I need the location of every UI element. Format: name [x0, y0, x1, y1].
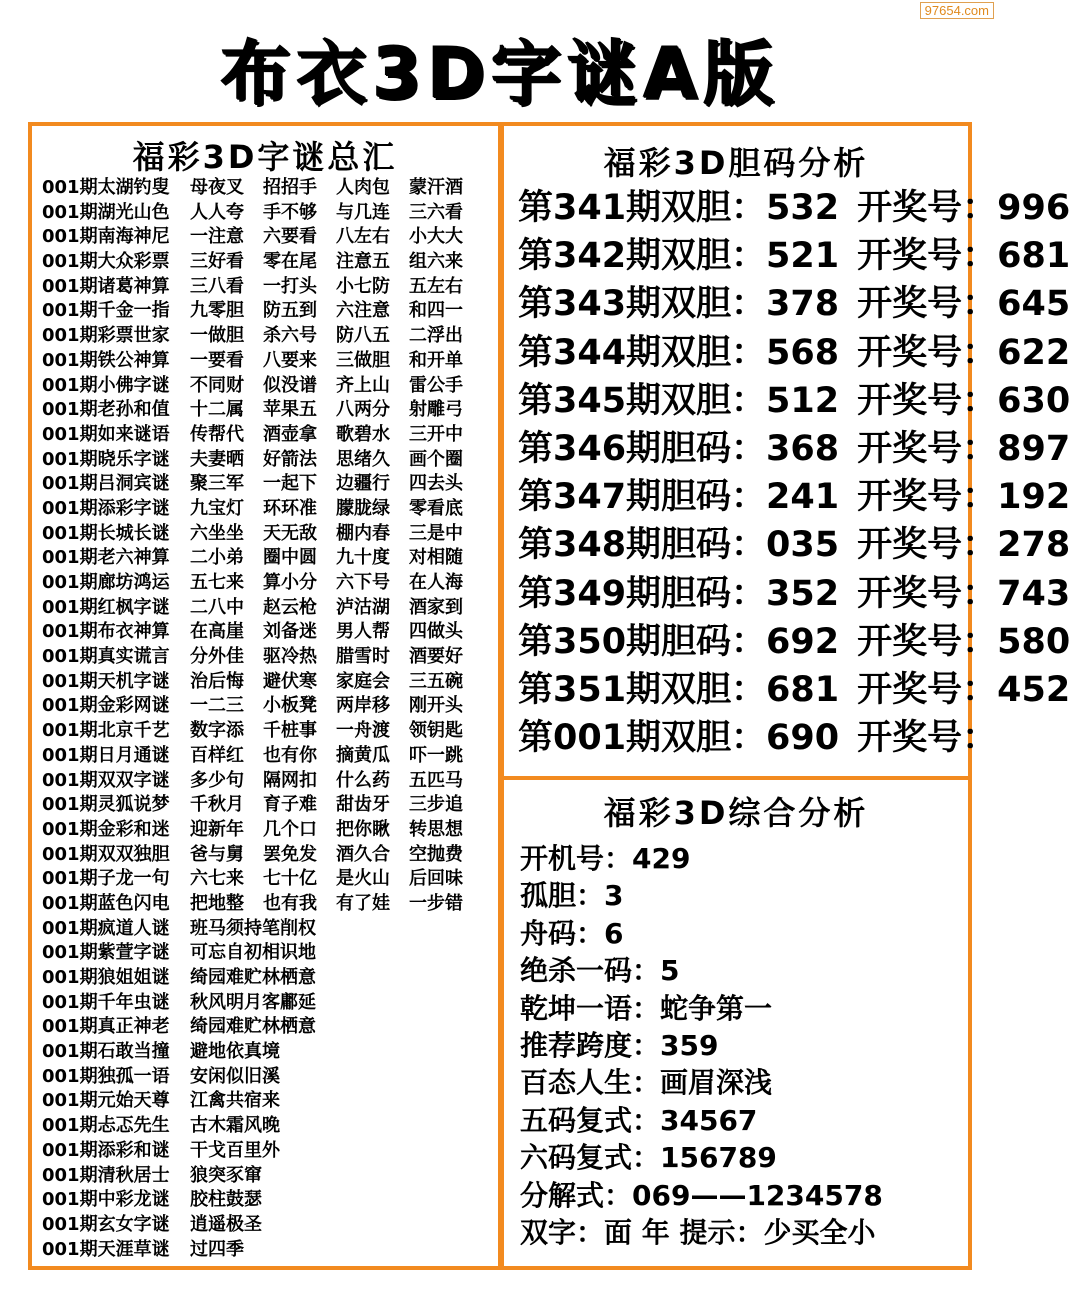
riddle-clue: 八两分	[336, 399, 390, 421]
riddle-clue: 六下号	[336, 572, 390, 593]
dan-code: 第345期双胆：512	[518, 380, 840, 421]
riddle-clue: 在高崖	[190, 621, 244, 643]
riddle-row	[42, 324, 498, 349]
riddle-source: 001期元始天尊	[42, 1090, 170, 1112]
dan-row	[504, 184, 1070, 232]
analysis-list	[504, 840, 968, 1251]
riddle-clue: 酒要好	[409, 646, 463, 668]
riddle-clue: 天无敌	[263, 522, 317, 544]
riddle-clue: 爸与舅	[190, 843, 244, 865]
riddle-clue: 五匹马	[409, 769, 463, 791]
riddle-clue: 母夜叉	[190, 177, 244, 198]
riddle-clue: 防八五	[336, 325, 390, 347]
riddle-clue: 歌碧水	[336, 423, 390, 445]
riddle-source: 001期南海神尼	[42, 226, 170, 248]
riddle-clue: 后回味	[409, 868, 463, 890]
riddle-clue: 领钥匙	[409, 720, 463, 742]
riddle-clue: 治后悔	[190, 670, 244, 692]
riddle-clue: 三步追	[409, 794, 463, 816]
riddle-clue: 千秋月	[190, 794, 244, 816]
riddle-clue: 迎新年	[190, 818, 244, 840]
riddle-clue: 育子难	[263, 794, 317, 816]
riddle-row	[42, 991, 498, 1016]
riddle-source: 001期如来谜语	[42, 423, 170, 445]
dan-row	[504, 280, 1070, 328]
riddle-row	[42, 398, 498, 423]
riddle-clue: 隔网扣	[263, 769, 317, 791]
riddle-source: 001期红枫字谜	[42, 596, 170, 618]
dan-row	[504, 666, 1070, 714]
riddle-clue: 把地整	[190, 892, 244, 914]
riddle-source: 001期灵狐说梦	[42, 794, 170, 816]
riddle-source: 001期铁公神算	[42, 349, 170, 371]
riddle-source: 001期千年虫谜	[42, 991, 170, 1013]
dan-code: 第001期双胆：690	[518, 718, 840, 759]
riddle-row	[42, 571, 498, 596]
riddle-clue: 吓一跳	[409, 744, 463, 766]
riddle-clue: 和开单	[409, 349, 463, 371]
riddle-source: 001期狼姐姐谜	[42, 967, 170, 988]
riddle-clue: 五左右	[409, 275, 463, 297]
riddle-clue: 小板凳	[263, 695, 317, 717]
analysis-title: 福彩3D综合分析	[603, 794, 869, 832]
riddle-clue: 驱冷热	[263, 646, 317, 668]
riddle-clue: 八要来	[263, 349, 317, 371]
draw-result: 开奖号：452	[857, 669, 1070, 710]
riddle-source: 001期天涯草谜	[42, 1238, 170, 1260]
riddle-clue: 十二属	[190, 399, 244, 421]
riddle-clue: 对相随	[409, 547, 463, 569]
dan-code: 第348期胆码：035	[518, 525, 840, 566]
riddle-clue: 百样红	[190, 744, 244, 766]
dan-code: 第349期胆码：352	[518, 573, 840, 614]
riddle-clue: 三做胆	[336, 349, 390, 371]
analysis-row: 乾坤一语：蛇争第一	[520, 991, 773, 1025]
riddle-clue: 算小分	[263, 572, 317, 593]
riddle-source: 001期玄女字谜	[42, 1213, 170, 1235]
riddle-clue: 三是中	[409, 522, 463, 544]
riddle-clue: 腊雪时	[336, 646, 390, 668]
riddle-clue: 一打头	[263, 275, 317, 297]
riddle-row	[42, 941, 498, 966]
dan-row	[504, 377, 1070, 425]
riddle-clue: 小七防	[336, 275, 390, 297]
site-watermark: 97654.com	[920, 2, 994, 19]
riddle-clue: 雷公手	[409, 374, 463, 396]
riddle-clue: 朦胧绿	[336, 497, 390, 519]
riddle-clue: 一舟渡	[336, 720, 390, 742]
analysis-row: 推荐跨度：359	[520, 1028, 719, 1062]
riddle-source: 001期诸葛神算	[42, 275, 170, 297]
riddle-row	[42, 472, 498, 497]
riddle-clue: 防五到	[263, 300, 317, 322]
analysis-row: 双字：面 年 提示：少买全小	[520, 1215, 876, 1249]
riddle-source: 001期添彩和谜	[42, 1139, 170, 1161]
draw-result: 开奖号：	[857, 718, 998, 759]
analysis-row: 分解式：069——1234578	[520, 1178, 883, 1212]
riddle-clue: 罢免发	[263, 843, 317, 865]
riddle-clue: 绮园难贮林栖意	[190, 967, 316, 988]
riddle-clue: 零在尾	[263, 251, 317, 273]
riddle-clue: 边疆行	[336, 473, 390, 495]
riddle-clue: 刚开头	[409, 695, 463, 717]
riddle-source: 001期蓝色闪电	[42, 892, 170, 914]
riddle-row	[42, 275, 498, 300]
riddle-source: 001期疯道人谜	[42, 917, 170, 939]
riddle-clue: 六坐坐	[190, 522, 244, 544]
riddle-source: 001期湖光山色	[42, 201, 170, 223]
riddle-clue: 多少句	[190, 769, 244, 791]
riddle-row	[42, 1139, 498, 1164]
riddle-row	[42, 769, 498, 794]
riddle-row	[42, 299, 498, 324]
riddle-source: 001期太湖钓叟	[42, 177, 170, 198]
riddle-clue: 小大大	[409, 226, 463, 248]
riddle-source: 001期天机字谜	[42, 670, 170, 692]
riddle-clue: 干戈百里外	[190, 1139, 280, 1161]
dan-code: 第344期双胆：568	[518, 332, 840, 373]
riddle-clue: 似没谱	[263, 374, 317, 396]
riddle-clue: 赵云枪	[263, 596, 317, 618]
riddle-row	[42, 1089, 498, 1114]
riddle-clue: 好箭法	[263, 448, 317, 470]
riddle-row	[42, 1015, 498, 1040]
riddle-row	[42, 225, 498, 250]
dan-row	[504, 329, 1070, 377]
riddle-row	[42, 867, 498, 892]
riddle-source: 001期添彩字谜	[42, 497, 170, 519]
dan-code: 第351期双胆：681	[518, 669, 840, 710]
riddle-clue: 一二三	[190, 695, 244, 717]
riddle-clue: 班马须持笔削权	[190, 917, 316, 939]
riddle-row	[42, 546, 498, 571]
riddle-clue: 九零胆	[190, 300, 244, 322]
riddle-row	[42, 448, 498, 473]
riddle-source: 001期小佛字谜	[42, 374, 170, 396]
dan-code: 第341期双胆：532	[518, 188, 840, 228]
riddle-clue: 环环准	[263, 497, 317, 519]
draw-result: 开奖号：897	[857, 428, 1070, 469]
riddle-clue: 聚三军	[190, 473, 244, 495]
riddle-source: 001期老六神算	[42, 547, 170, 569]
riddle-row	[42, 620, 498, 645]
riddle-summary-title: 福彩3D字谜总汇	[132, 138, 398, 176]
riddle-source: 001期紫萱字谜	[42, 942, 170, 964]
riddle-clue: 蒙汗酒	[409, 177, 463, 198]
riddle-clue: 两岸移	[336, 695, 390, 717]
riddle-clue: 一步错	[409, 892, 463, 914]
riddle-clue: 七十亿	[263, 868, 317, 890]
riddle-clue: 不同财	[190, 374, 244, 396]
riddle-row	[42, 917, 498, 942]
riddle-row	[42, 1238, 498, 1263]
riddle-source: 001期金彩和迷	[42, 818, 170, 840]
riddle-clue: 一要看	[190, 349, 244, 371]
analysis-row: 绝杀一码：5	[520, 954, 680, 988]
dan-row	[504, 521, 1070, 569]
riddle-clue: 有了娃	[336, 892, 390, 914]
riddle-clue: 把你瞅	[336, 818, 390, 840]
riddle-clue: 六七来	[190, 868, 244, 890]
analysis-row: 舟码：6	[520, 916, 624, 950]
riddle-clue: 千桩事	[263, 720, 317, 742]
analysis-row: 五码复式：34567	[520, 1103, 758, 1137]
riddle-source: 001期北京千艺	[42, 720, 170, 742]
riddle-row	[42, 818, 498, 843]
riddle-clue: 在人海	[409, 572, 463, 593]
riddle-row	[42, 522, 498, 547]
riddle-source: 001期长城长谜	[42, 522, 170, 544]
riddle-clue: 过四季	[190, 1238, 244, 1260]
riddle-row	[42, 966, 498, 991]
riddle-clue: 和四一	[409, 300, 463, 322]
riddle-source: 001期千金一指	[42, 300, 170, 322]
riddle-source: 001期廊坊鸿运	[42, 572, 170, 593]
dan-code-title: 福彩3D胆码分析	[603, 144, 869, 182]
riddle-clue: 逍遥极圣	[190, 1213, 262, 1235]
riddle-clue: 甜齿牙	[336, 794, 390, 816]
riddle-clue: 避伏寒	[263, 670, 317, 692]
riddle-row	[42, 694, 498, 719]
riddle-clue: 酒壶拿	[263, 423, 317, 445]
riddle-clue: 可忘自初相识地	[190, 942, 316, 964]
analysis-row: 孤胆：3	[520, 879, 624, 913]
riddle-clue: 避地依真境	[190, 1041, 280, 1063]
dan-code-list	[504, 184, 1070, 762]
riddle-clue: 一做胆	[190, 325, 244, 347]
dan-row	[504, 570, 1070, 618]
riddle-clue: 家庭会	[336, 670, 390, 692]
riddle-row	[42, 201, 498, 226]
draw-result: 开奖号：278	[857, 525, 1070, 566]
riddle-clue: 画个圈	[409, 448, 463, 470]
draw-result: 开奖号：996	[857, 188, 1070, 228]
dan-code: 第347期胆码：241	[518, 477, 840, 518]
riddle-clue: 传帮代	[190, 423, 244, 445]
riddle-clue: 四做头	[409, 621, 463, 643]
riddle-source: 001期中彩龙谜	[42, 1189, 170, 1211]
riddle-source: 001期晓乐字谜	[42, 448, 170, 470]
riddle-clue: 与几连	[336, 201, 390, 223]
riddle-clue: 古木霜风晚	[190, 1115, 280, 1137]
riddle-source: 001期子龙一句	[42, 868, 170, 890]
dan-code: 第342期双胆：521	[518, 236, 840, 277]
dan-code: 第343期双胆：378	[518, 284, 840, 325]
riddle-clue: 苹果五	[263, 399, 317, 421]
riddle-clue: 二浮出	[409, 325, 463, 347]
riddle-row	[42, 1065, 498, 1090]
riddle-source: 001期大众彩票	[42, 251, 170, 273]
riddle-clue: 五七来	[190, 572, 244, 593]
riddle-clue: 转思想	[409, 818, 463, 840]
riddle-row	[42, 645, 498, 670]
riddle-row	[42, 1040, 498, 1065]
page-title: 布衣3D字谜A版	[220, 33, 780, 115]
riddle-row	[42, 1114, 498, 1139]
riddle-source: 001期真实谎言	[42, 646, 170, 668]
riddle-clue: 秋风明月客鄘延	[190, 991, 316, 1013]
draw-result: 开奖号：743	[857, 573, 1070, 614]
riddle-list	[42, 176, 498, 1262]
analysis-row: 开机号：429	[520, 842, 691, 875]
draw-result: 开奖号：580	[857, 621, 1070, 662]
riddle-clue: 三八看	[190, 275, 244, 297]
riddle-row	[42, 250, 498, 275]
riddle-source: 001期双双独胆	[42, 843, 170, 865]
riddle-row	[42, 1164, 498, 1189]
draw-result: 开奖号：681	[857, 236, 1070, 277]
riddle-source: 001期忐忑先生	[42, 1115, 170, 1137]
riddle-clue: 三好看	[190, 251, 244, 273]
dan-code: 第350期胆码：692	[518, 621, 840, 662]
dan-row	[504, 425, 1070, 473]
riddle-clue: 分外佳	[190, 646, 244, 668]
riddle-clue: 安闲似旧溪	[190, 1065, 280, 1087]
riddle-clue: 酒家到	[409, 596, 463, 618]
riddle-clue: 九宝灯	[190, 497, 244, 519]
riddle-source: 001期石敢当撞	[42, 1041, 170, 1063]
dan-row	[504, 714, 998, 762]
riddle-clue: 三开中	[409, 423, 463, 445]
riddle-clue: 齐上山	[336, 374, 390, 396]
dan-row	[504, 232, 1070, 280]
riddle-source: 001期金彩网谜	[42, 695, 170, 717]
dan-code-panel	[500, 122, 1070, 780]
riddle-clue: 刘备迷	[263, 621, 317, 643]
riddle-clue: 男人帮	[336, 621, 390, 643]
riddle-clue: 手不够	[263, 201, 317, 223]
riddle-clue: 人肉包	[336, 177, 390, 198]
riddle-clue: 胶柱鼓瑟	[190, 1189, 262, 1211]
riddle-clue: 六注意	[336, 300, 390, 322]
riddle-clue: 三五碗	[409, 670, 463, 692]
draw-result: 开奖号：622	[857, 332, 1070, 373]
riddle-clue: 摘黄瓜	[336, 744, 390, 766]
riddle-source: 001期日月通谜	[42, 744, 170, 766]
draw-result: 开奖号：645	[857, 284, 1070, 325]
comprehensive-analysis-panel	[500, 776, 972, 1270]
draw-result: 开奖号：192	[857, 477, 1070, 518]
riddle-clue: 二小弟	[190, 547, 244, 569]
analysis-row: 百态人生：画眉深浅	[520, 1066, 773, 1100]
analysis-row: 六码复式：156789	[520, 1141, 777, 1175]
riddle-clue: 九十度	[336, 547, 390, 569]
riddle-source: 001期独孤一语	[42, 1065, 170, 1087]
riddle-clue: 夫妻晒	[190, 448, 244, 470]
riddle-clue: 八左右	[336, 226, 390, 248]
riddle-row	[42, 719, 498, 744]
riddle-clue: 三六看	[409, 201, 463, 223]
riddle-row	[42, 793, 498, 818]
riddle-clue: 圈中圆	[263, 547, 317, 569]
riddle-source: 001期吕洞宾谜	[42, 473, 170, 495]
riddle-row	[42, 744, 498, 769]
riddle-source: 001期双双字谜	[42, 769, 170, 791]
riddle-row	[42, 176, 498, 201]
riddle-source: 001期真正神老	[42, 1016, 170, 1038]
riddle-summary-panel	[28, 122, 502, 1270]
dan-row	[504, 473, 1070, 521]
riddle-clue: 一注意	[190, 226, 244, 248]
riddle-row	[42, 843, 498, 868]
riddle-clue: 杀六号	[263, 325, 317, 347]
riddle-row	[42, 596, 498, 621]
riddle-clue: 注意五	[336, 251, 390, 273]
riddle-clue: 是火山	[336, 868, 390, 890]
riddle-clue: 空抛费	[409, 843, 463, 865]
riddle-row	[42, 1213, 498, 1238]
riddle-source: 001期老孙和值	[42, 399, 170, 421]
riddle-clue: 思绪久	[336, 448, 390, 470]
riddle-clue: 射雕弓	[409, 399, 463, 421]
dan-row	[504, 618, 1070, 666]
dan-code: 第346期胆码：368	[518, 428, 840, 469]
riddle-clue: 绮园难贮林栖意	[190, 1016, 316, 1038]
riddle-clue: 泸沽湖	[336, 596, 390, 618]
riddle-row	[42, 892, 498, 917]
riddle-source: 001期清秋居士	[42, 1164, 170, 1186]
draw-result: 开奖号：630	[857, 380, 1070, 421]
riddle-clue: 人人夸	[190, 201, 244, 223]
riddle-clue: 江禽共宿来	[190, 1090, 280, 1112]
riddle-clue: 六要看	[263, 226, 317, 248]
riddle-clue: 数字添	[190, 720, 244, 742]
riddle-clue: 招招手	[263, 177, 317, 198]
riddle-clue: 什么药	[336, 769, 390, 791]
riddle-row	[42, 670, 498, 695]
riddle-row	[42, 349, 498, 374]
riddle-clue: 棚内春	[336, 522, 390, 544]
riddle-clue: 四去头	[409, 473, 463, 495]
riddle-clue: 酒久合	[336, 843, 390, 865]
riddle-clue: 一起下	[263, 473, 317, 495]
riddle-clue: 零看底	[409, 497, 463, 519]
riddle-row	[42, 1188, 498, 1213]
riddle-clue: 二八中	[190, 596, 244, 618]
riddle-row	[42, 423, 498, 448]
riddle-source: 001期布衣神算	[42, 621, 170, 643]
riddle-clue: 组六来	[409, 251, 463, 273]
riddle-row	[42, 497, 498, 522]
riddle-clue: 狼突豕窜	[190, 1164, 262, 1186]
riddle-source: 001期彩票世家	[42, 325, 170, 347]
riddle-row	[42, 374, 498, 399]
riddle-clue: 也有我	[263, 892, 317, 914]
riddle-clue: 也有你	[263, 744, 317, 766]
riddle-clue: 几个口	[263, 818, 317, 840]
